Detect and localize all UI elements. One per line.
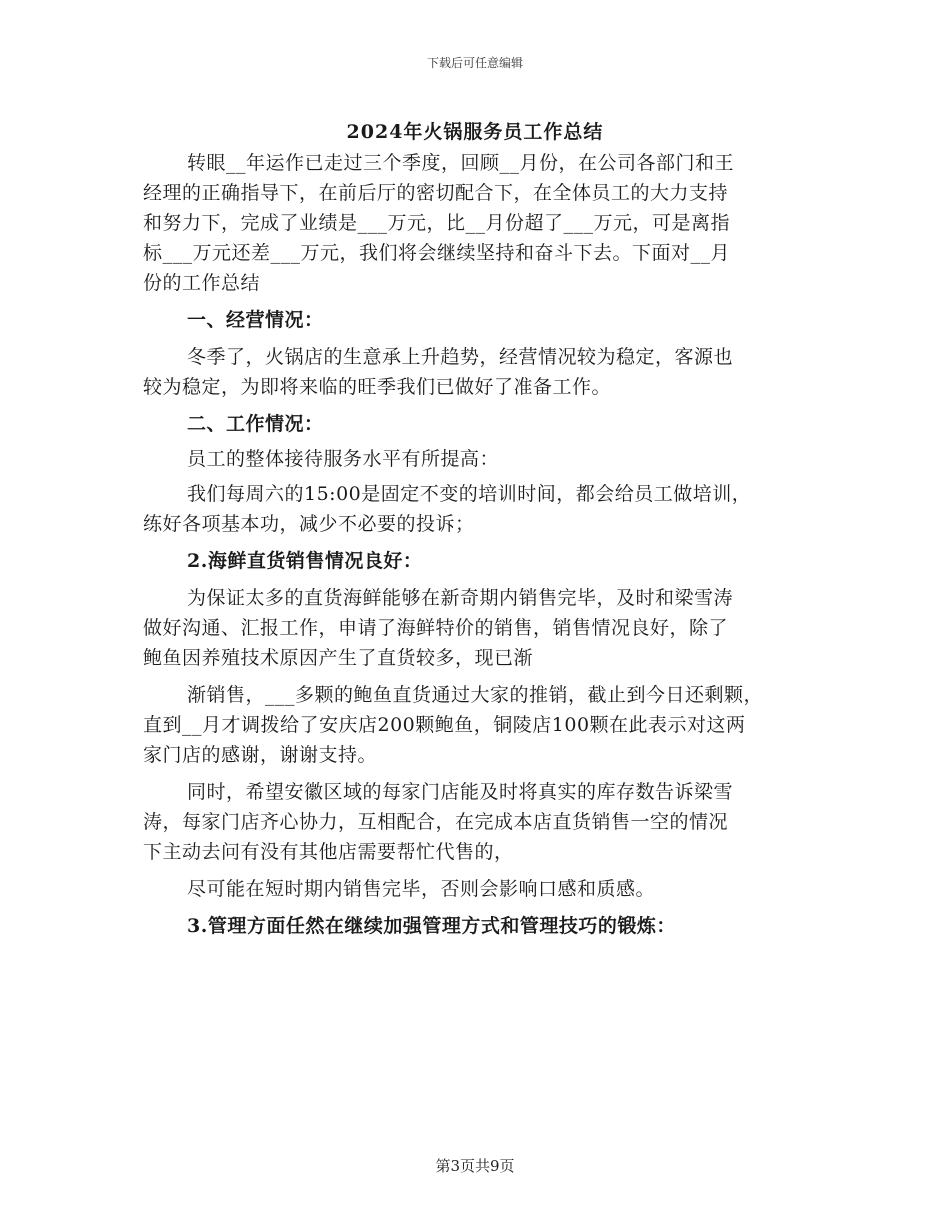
- seafood-line: 下主动去问有没有其他店需要帮忙代售的，: [143, 841, 514, 863]
- section-heading-seafood: 2.海鲜直货销售情况良好：: [187, 550, 423, 572]
- training-line: 练好各项基本功，减少不必要的投诉；: [143, 513, 475, 535]
- document-title: 2024年火锅服务员工作总结: [346, 121, 604, 143]
- document-body: [143, 148, 813, 941]
- seafood-line: 直到__月才调拨给了安庆店200颗鲍鱼，铜陵店100颗在此表示对这两: [143, 714, 746, 736]
- intro-line: 转眼__年运作已走过三个季度，回顾__月份，在公司各部门和王: [187, 152, 735, 174]
- section-heading-management: 3.管理方面任然在继续加强管理方式和管理技巧的锻炼：: [187, 915, 676, 937]
- seafood-line: 渐销售，___多颗的鲍鱼直货通过大家的推销，截止到今日还剩颗，: [187, 684, 764, 706]
- intro-line: 经理的正确指导下，在前后厅的密切配合下，在全体员工的大力支持: [143, 182, 729, 204]
- page-number: 第3页共9页: [435, 1157, 515, 1175]
- intro-line: 份的工作总结: [143, 272, 261, 294]
- seafood-line: 同时，希望安徽区域的每家门店能及时将真实的库存数告诉梁雪: [187, 781, 734, 803]
- intro-line: 标___万元还差___万元，我们将会继续坚持和奋斗下去。下面对__月: [143, 242, 731, 264]
- intro-line: 和努力下，完成了业绩是___万元，比__月份超了___万元，可是离指: [143, 212, 731, 234]
- seafood-line: 家门店的感谢，谢谢支持。: [143, 744, 378, 766]
- seafood-line: 鲍鱼因养殖技术原因产生了直货较多，现已渐: [143, 647, 534, 669]
- seafood-line: 尽可能在短时期内销售完毕，否则会影响口感和质感。: [187, 878, 656, 900]
- section-heading-operations: 一、经营情况：: [187, 309, 324, 331]
- work-subheading: 员工的整体接待服务水平有所提高：: [187, 448, 500, 470]
- section-heading-work: 二、工作情况：: [187, 413, 324, 435]
- seafood-line: 为保证太多的直货海鲜能够在新奇期内销售完毕，及时和梁雪涛: [187, 587, 734, 609]
- operations-line: 冬季了，火锅店的生意承上升趋势，经营情况较为稳定，客源也: [187, 346, 734, 368]
- operations-line: 较为稳定，为即将来临的旺季我们已做好了准备工作。: [143, 376, 612, 398]
- page-header-note: 下载后可任意编辑: [426, 56, 523, 70]
- seafood-line: 涛，每家门店齐心协力，互相配合，在完成本店直货销售一空的情况: [143, 811, 729, 833]
- seafood-line: 做好沟通、汇报工作，申请了海鲜特价的销售，销售情况良好，除了: [143, 617, 729, 639]
- training-line: 我们每周六的15:00是固定不变的培训时间，都会给员工做培训，: [187, 483, 752, 505]
